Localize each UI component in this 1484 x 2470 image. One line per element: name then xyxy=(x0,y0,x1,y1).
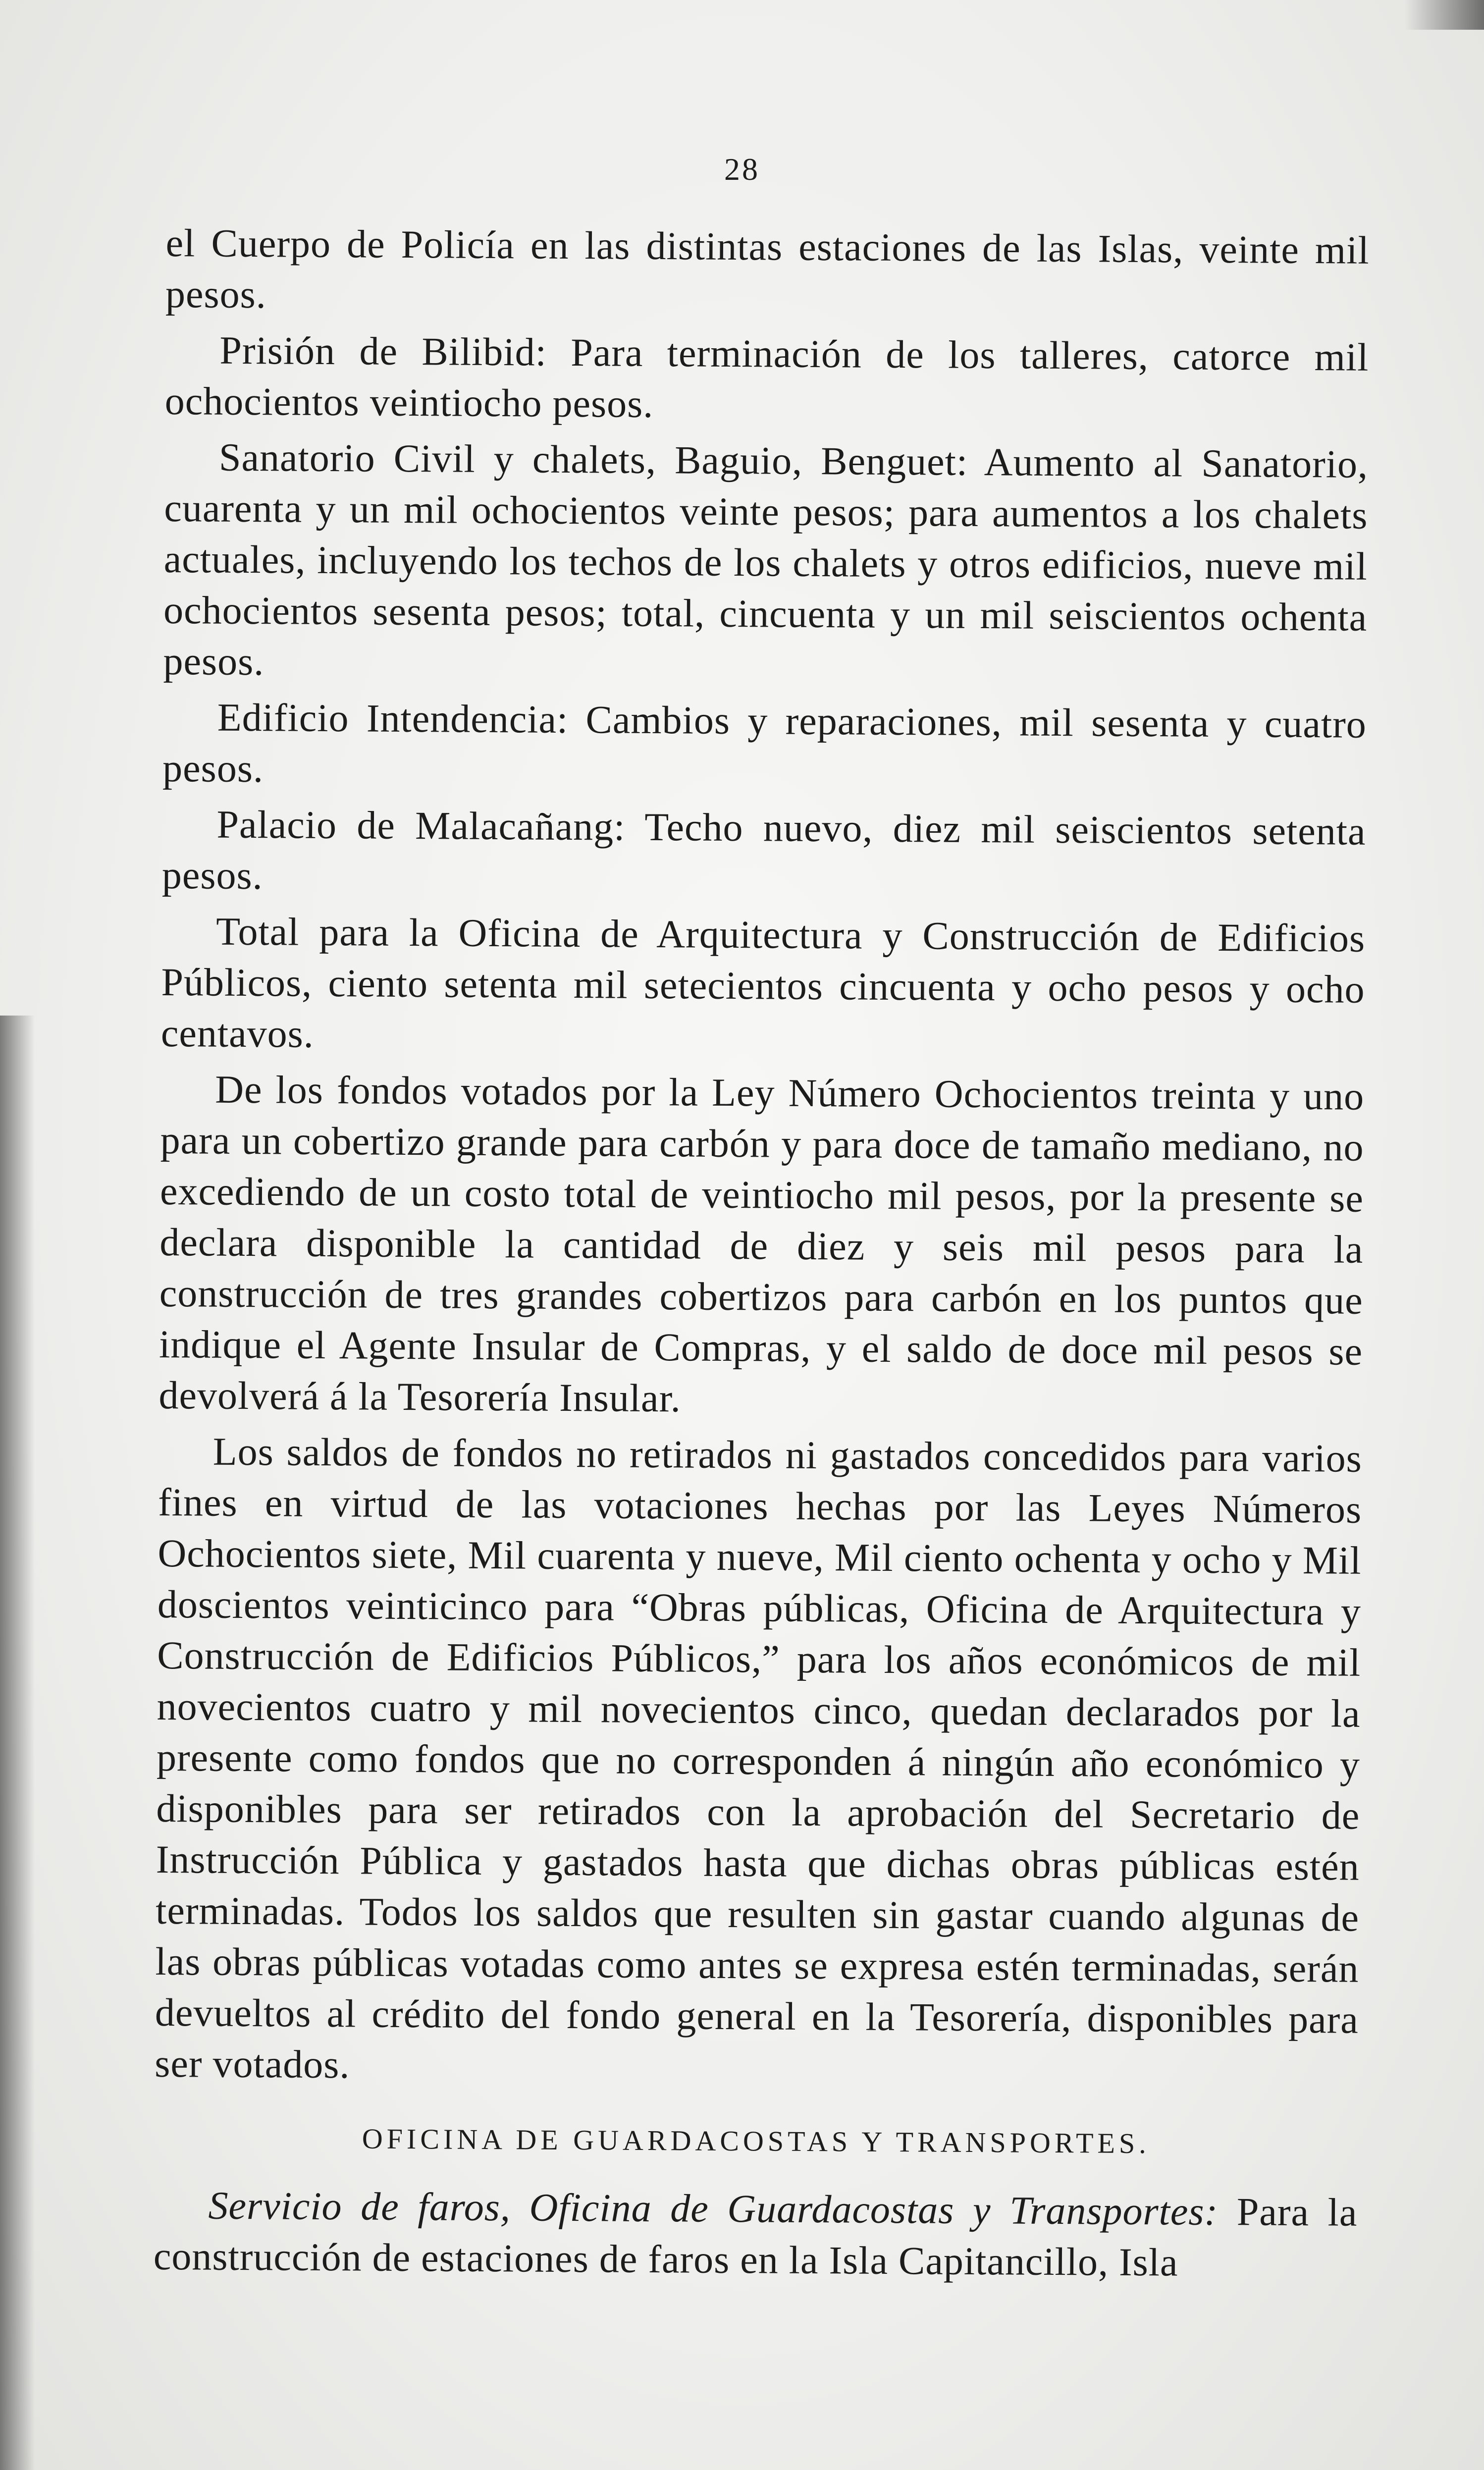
paragraph-intendencia xyxy=(162,692,1367,802)
item-text: : Techo nuevo, diez mil seiscientos setenta pesos. xyxy=(161,805,1366,898)
body-text xyxy=(153,218,1369,2295)
section-heading: OFICINA DE GUARDACOSTAS Y TRANSPORTES. xyxy=(362,2122,1150,2160)
item-text: Para la construcción de estaciones de faros en la Isla Capitancillo, Isla xyxy=(153,2190,1358,2285)
paragraph-total: Total para la Oficina de Arquitectura y Construcción de Edificios Públicos, ciento setenta mil setecientos cincuenta y ocho pesos y ocho centavos. xyxy=(160,910,1366,1056)
item-heading: Palacio de Malacañang xyxy=(216,803,614,849)
paragraph-malacanang xyxy=(162,799,1366,909)
item-text: : Para terminación de los talleres, catorce mil ochocientos veintiocho pesos. xyxy=(164,330,1369,427)
paragraph-faros xyxy=(154,2180,1358,2290)
scan-shadow-left xyxy=(0,1016,35,2470)
paragraph-policia: el Cuerpo de Policía en las distintas estaciones de las Islas, veinte mil pesos. xyxy=(165,221,1370,317)
item-heading: Edificio Intendencia xyxy=(217,696,557,742)
paragraph-bilibid xyxy=(164,325,1369,434)
item-text: : Aumento al Sanatorio, cuarenta y un mil ochocientos veinte pesos; para aumentos a los chalets actuales, incluyendo los techos de los chalets y otros edificios, nueve mil ochocientos sesenta pesos; total, cincuenta y un mil seiscientos ochenta pesos. xyxy=(163,440,1369,684)
item-heading: Prisión de Bilibid xyxy=(219,328,535,375)
paragraph-sanatorio xyxy=(163,432,1368,695)
paragraph-saldos: Los saldos de fondos no retirados ni gastados concedidos para varios fines en virtud de las votaciones hechas por las Leyes Números Ochocientos siete, Mil cuarenta y nueve, Mil ciento ochenta y ocho y Mil doscientos veinticinco para “Obras públicas, Oficina de Arquitectura y Construcción de Edificios Públicos,” para los años económicos de mil novecientos cuatro y mil novecientos cinco, quedan declarados por la presente como fondos que no corresponden á ningún año económico y disponibles para ser retirados con la aprobación del Secretario de Instrucción Pública y gastados hasta que dichas obras públicas estén terminadas. Todos los saldos que resulten sin gastar cuando algunas de las obras públicas votadas como antes se expresa estén terminadas, serán devueltos al crédito del fondo general en la Tesorería, disponibles para ser votados. xyxy=(154,1430,1363,2087)
item-heading: Sanatorio Civil y chalets, Baguio, Benguet xyxy=(218,435,957,484)
paragraph-fondos-votados: De los fondos votados por la Ley Número Ochocientos treinta y uno para un cobertizo grande para carbón y para doce de tamaño mediano, no excediendo de un costo total de veintiocho mil pesos, por la presente se declara disponible la cantidad de diez y seis mil pesos para la construcción de tres grandes cobertizos para carbón en los puntos que indique el Agente Insular de Compras, y el saldo de doce mil pesos se devolverá á la Tesorería Insular. xyxy=(159,1068,1365,1421)
scan-shadow xyxy=(1405,0,1484,30)
item-heading-italic: Servicio de faros, Oficina de Guardacostas y Transportes: xyxy=(208,2184,1219,2234)
item-text: : Cambios y reparaciones, mil sesenta y cuatro pesos. xyxy=(162,698,1367,791)
page-number: 28 xyxy=(724,152,760,187)
